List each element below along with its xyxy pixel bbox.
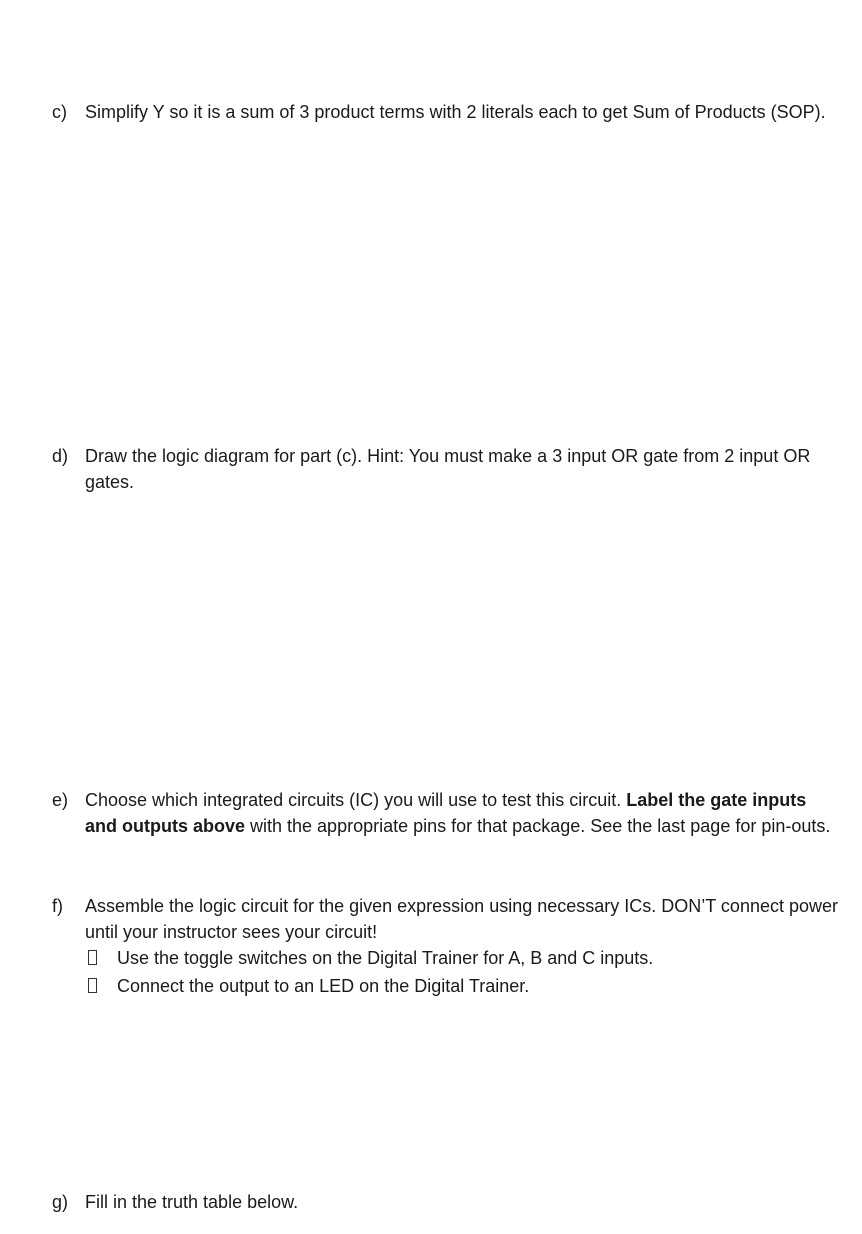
question-d [52,443,838,495]
question-g-text: Fill in the truth table below. [85,1192,299,1212]
question-e-text-start: Choose which integrated circuits (IC) you will use to test this circuit. [85,790,627,810]
question-g-marker: g) [52,1192,69,1212]
question-c-text: Simplify Y so it is a sum of 3 product terms with 2 literals each to get Sum of Products (SOP). [85,102,826,122]
question-e-marker: e) [52,790,69,810]
checkbox-icon [88,978,97,993]
checklist-item-text: Connect the output to an LED on the Digital Trainer. [117,976,530,996]
question-f [52,893,838,1001]
question-f-text: Assemble the logic circuit for the given expression using necessary ICs. DON’T connect power until your instructor sees your circuit! [85,896,839,942]
checklist-item-text: Use the toggle switches on the Digital Trainer for A, B and C inputs. [117,948,654,968]
checklist-item [52,973,838,1001]
question-f-marker: f) [52,896,63,916]
question-e-text-end: with the appropriate pins for that package. See the last page for pin-outs. [245,816,831,836]
checkbox-icon [88,950,97,965]
question-c [52,99,838,125]
question-e-text [85,787,838,839]
question-c-marker: c) [52,102,67,122]
question-d-marker: d) [52,446,69,466]
question-e [52,787,838,839]
question-d-text: Draw the logic diagram for part (c). Hint: You must make a 3 input OR gate from 2 input OR gates. [85,446,811,492]
question-e-text-bold: Label the gate inputs and outputs above [85,790,807,836]
question-f-checklist [52,945,838,1001]
question-g [52,1189,838,1215]
checklist-item [52,945,838,973]
